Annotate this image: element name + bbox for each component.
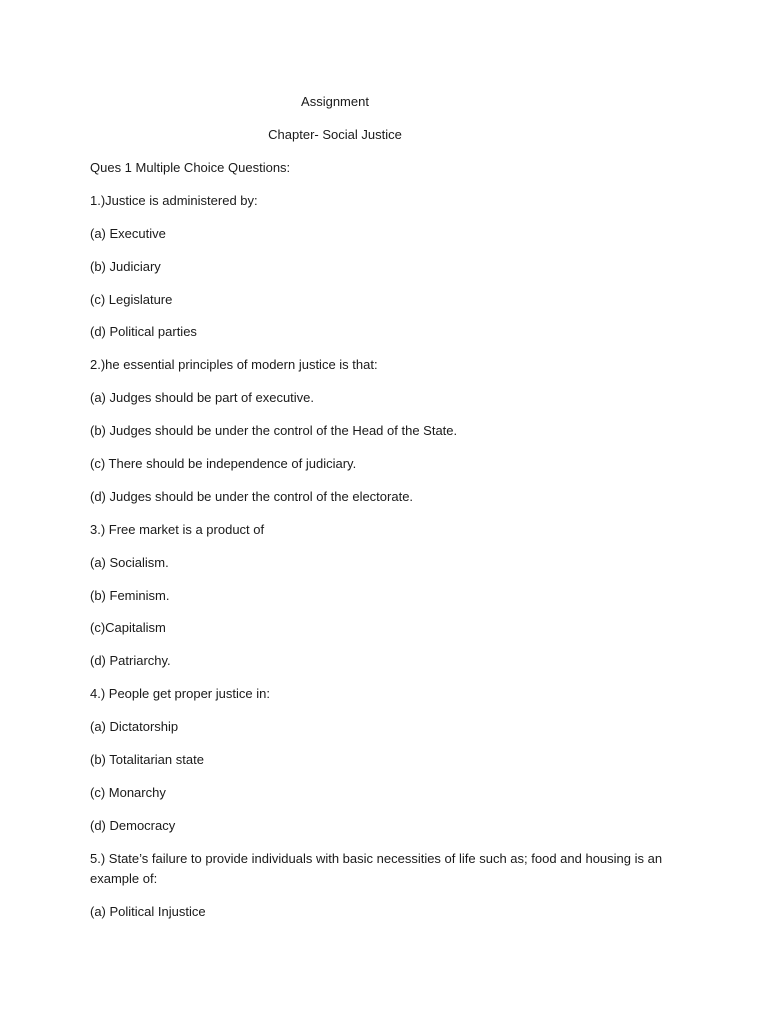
question-3-option-c: (c)Capitalism <box>90 620 166 636</box>
question-1-option-c: (c) Legislature <box>90 291 173 307</box>
question-4-option-b: (b) Totalitarian state <box>90 752 204 768</box>
question-3-option-b: (b) Feminism. <box>90 587 170 603</box>
question-5-option-a: (a) Political Injustice <box>90 903 206 919</box>
question-3-option-d: (d) Patriarchy. <box>90 653 171 669</box>
question-4-option-c: (c) Monarchy <box>90 784 166 800</box>
question-2-option-a: (a) Judges should be part of executive. <box>90 390 315 406</box>
question-3-option-a: (a) Socialism. <box>90 554 169 570</box>
question-4: 4.) People get proper justice in: <box>90 686 270 702</box>
question-1-option-a: (a) Executive <box>90 225 166 241</box>
question-1: 1.)Justice is administered by: <box>90 192 258 208</box>
document-title: Assignment <box>301 94 369 109</box>
question-2-option-c: (c) There should be independence of judiciary. <box>90 456 357 472</box>
question-1-option-d: (d) Political parties <box>90 324 197 340</box>
question-1-option-b: (b) Judiciary <box>90 258 161 274</box>
section-heading: Ques 1 Multiple Choice Questions: <box>90 160 291 175</box>
question-2: 2.)he essential principles of modern justice is that: <box>90 357 378 373</box>
question-3: 3.) Free market is a product of <box>90 521 265 537</box>
document-body <box>90 158 665 934</box>
question-4-option-a: (a) Dictatorship <box>90 719 179 735</box>
document-subtitle: Chapter- Social Justice <box>268 127 402 142</box>
question-5: 5.) State’s failure to provide individuals with basic necessities of life such as; food and housing is an example of: <box>90 850 663 886</box>
question-2-option-d: (d) Judges should be under the control of the electorate. <box>90 488 414 504</box>
question-4-option-d: (d) Democracy <box>90 817 176 833</box>
question-2-option-b: (b) Judges should be under the control of the Head of the State. <box>90 423 458 439</box>
